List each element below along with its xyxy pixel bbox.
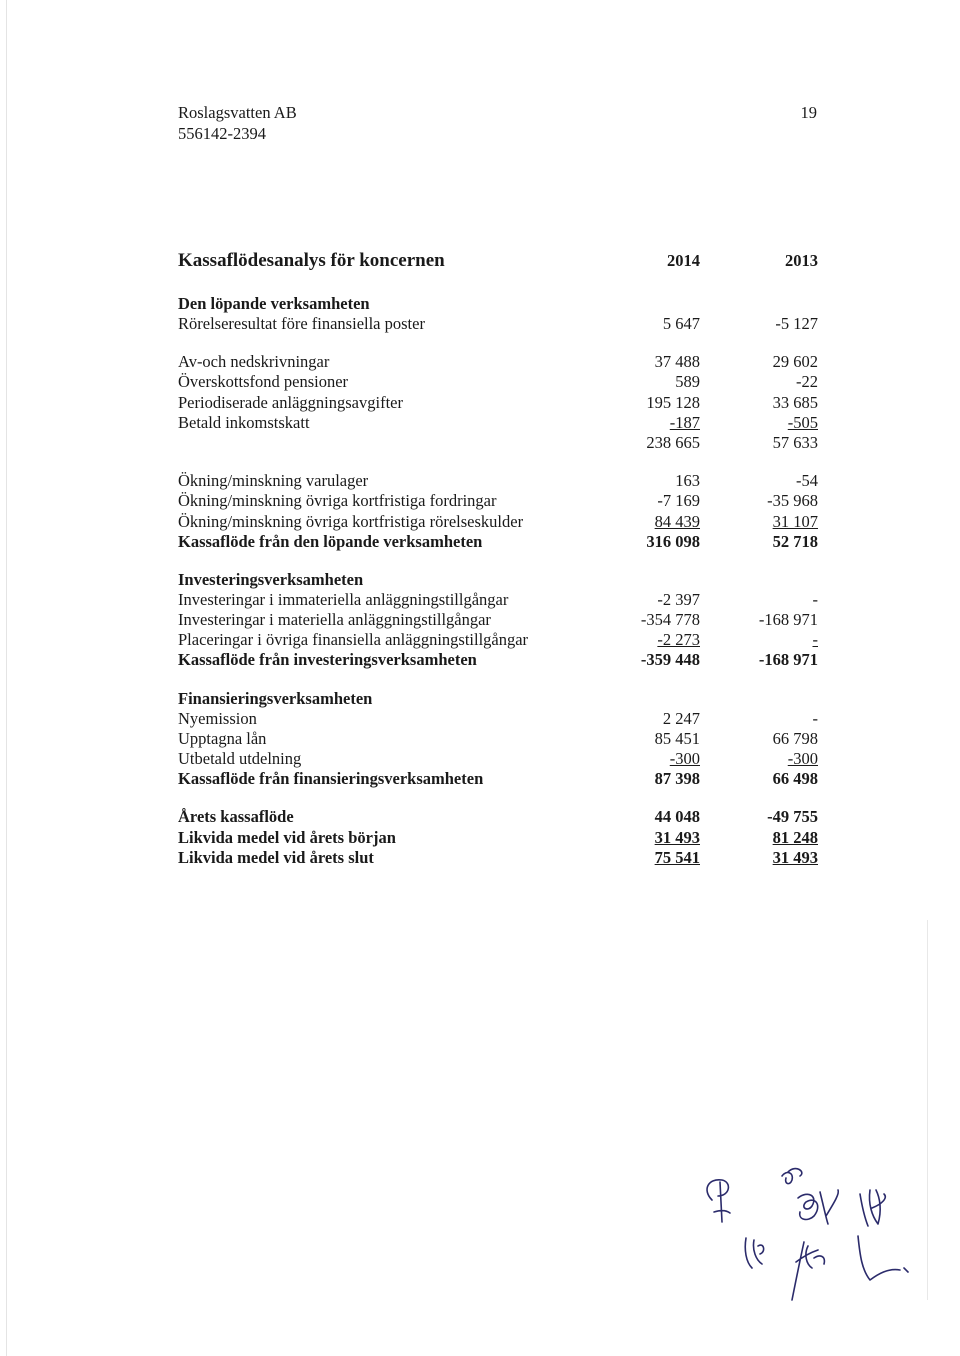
subtotal-row	[178, 769, 818, 789]
page-number: 19	[800, 103, 817, 122]
value-2013	[700, 590, 818, 610]
statement-section	[178, 294, 818, 334]
value-2014	[590, 590, 700, 610]
value-2014-text: -354 778	[640, 610, 700, 630]
value-2013	[700, 372, 818, 392]
row-label: Av-och nedskrivningar	[178, 352, 330, 372]
value-2014	[590, 393, 700, 413]
value-2013-text: -168 971	[758, 610, 818, 630]
value-2014	[590, 729, 700, 749]
value-2013	[700, 314, 818, 334]
value-2013-text: -22	[796, 372, 818, 392]
statement-row	[178, 314, 818, 334]
value-2013	[700, 512, 818, 532]
value-2013	[700, 352, 818, 372]
handwritten-signatures	[700, 1150, 940, 1310]
value-2013	[700, 828, 818, 848]
section-title: Den löpande verksamheten	[178, 294, 370, 313]
value-2014-text: -2 273	[657, 630, 700, 650]
row-label: Kassaflöde från investeringsverksamheten	[178, 650, 477, 670]
subtotal-row	[178, 807, 818, 827]
value-2014-text: 238 665	[646, 432, 700, 452]
signature-mark	[782, 1169, 802, 1184]
value-2013-text: 57 633	[772, 432, 818, 452]
value-2013-text: 33 685	[772, 392, 818, 412]
value-2014	[590, 433, 700, 453]
value-2013	[700, 848, 818, 868]
statement-row	[178, 372, 818, 392]
statement-row	[178, 610, 818, 630]
value-2014	[590, 630, 700, 650]
statement-row	[178, 729, 818, 749]
value-2013	[700, 610, 818, 630]
value-2013	[700, 769, 818, 789]
value-2014-text: -7 169	[657, 491, 700, 511]
value-2014	[590, 512, 700, 532]
value-2014-text: 37 488	[654, 352, 700, 372]
value-2014-text: 5 647	[662, 314, 700, 333]
statement-row	[178, 433, 818, 453]
row-label: Likvida medel vid årets slut	[178, 847, 374, 867]
document-header	[178, 102, 297, 144]
value-2013-text: -300	[787, 749, 818, 768]
statement-row	[178, 413, 818, 433]
row-label: Likvida medel vid årets början	[178, 827, 396, 847]
statement-section	[178, 570, 818, 671]
statement-title: Kassaflödesanalys för koncernen	[178, 250, 445, 271]
value-2013	[700, 413, 818, 433]
signature-mark	[792, 1242, 824, 1300]
value-2013	[700, 630, 818, 650]
value-2013	[700, 471, 818, 491]
value-2014	[590, 352, 700, 372]
value-2014	[590, 769, 700, 789]
value-2013-text: -	[812, 708, 818, 728]
row-label	[178, 433, 590, 453]
value-2014	[590, 471, 700, 491]
value-2014	[590, 491, 700, 511]
value-2014	[590, 372, 700, 392]
year-2013-header: 2013	[785, 251, 818, 270]
value-2013	[700, 749, 818, 769]
row-label: Kassaflöde från finansieringsverksamheten	[178, 769, 484, 789]
statement-section	[178, 471, 818, 552]
value-2013-text: 66 798	[772, 728, 818, 748]
statement-section	[178, 689, 818, 790]
value-2013	[700, 433, 818, 453]
year-2014-header: 2014	[667, 251, 700, 270]
cash-flow-statement	[178, 250, 818, 868]
org-number: 556142-2394	[178, 124, 266, 143]
value-2013-text: -168 971	[758, 650, 818, 670]
statement-row	[178, 491, 818, 511]
section-title: Investeringsverksamheten	[178, 569, 364, 589]
value-2013-text: 66 498	[772, 769, 818, 789]
statement-row	[178, 393, 818, 413]
value-2014-text: -187	[669, 412, 700, 432]
signature-mark	[798, 1190, 838, 1224]
value-2013-text: 81 248	[772, 827, 818, 847]
value-2013-text: -505	[787, 412, 818, 432]
value-2013	[700, 491, 818, 511]
value-2014	[590, 610, 700, 630]
row-label: Kassaflöde från den löpande verksamheten	[178, 531, 483, 551]
subtotal-row	[178, 650, 818, 670]
row-label: Årets kassaflöde	[178, 807, 294, 827]
value-2014	[590, 650, 700, 670]
row-label: Investeringar i materiella anläggningstillgångar	[178, 610, 491, 630]
value-2014-text: 589	[675, 372, 700, 392]
row-label: Investeringar i immateriella anläggningstillgångar	[178, 589, 509, 609]
statement-row	[178, 352, 818, 372]
value-2014	[590, 807, 700, 827]
value-2014-text: 75 541	[654, 847, 700, 867]
value-2014	[590, 848, 700, 868]
value-2014-text: 31 493	[654, 827, 700, 847]
statement-row	[178, 512, 818, 532]
statement-row	[178, 709, 818, 729]
value-2014-text: 85 451	[654, 728, 700, 748]
row-label: Överskottsfond pensioner	[178, 372, 349, 392]
statement-title-row	[178, 250, 818, 276]
statement-row	[178, 630, 818, 650]
row-label: Periodiserade anläggningsavgifter	[178, 392, 403, 412]
value-2014-text: -359 448	[640, 650, 700, 670]
value-2014	[590, 413, 700, 433]
company-name: Roslagsvatten AB	[178, 103, 297, 122]
subtotal-row	[178, 828, 818, 848]
statement-row	[178, 749, 818, 769]
value-2014	[590, 532, 700, 552]
value-2013-text: -	[812, 589, 818, 609]
row-label: Ökning/minskning övriga kortfristiga fordringar	[178, 491, 497, 511]
value-2013-text: -5 127	[775, 314, 818, 333]
row-label: Ökning/minskning varulager	[178, 471, 369, 491]
value-2013	[700, 807, 818, 827]
signature-mark	[860, 1190, 885, 1226]
row-label: Nyemission	[178, 708, 257, 728]
statement-section	[178, 807, 818, 868]
value-2013-text: 31 107	[772, 511, 818, 531]
row-label: Ökning/minskning övriga kortfristiga rörelseskulder	[178, 511, 524, 531]
subtotal-row	[178, 532, 818, 552]
row-label: Utbetald utdelning	[178, 749, 302, 768]
signature-mark	[707, 1180, 730, 1222]
row-label: Betald inkomstskatt	[178, 412, 310, 432]
value-2014-text: 195 128	[646, 392, 700, 412]
subtotal-row	[178, 848, 818, 868]
value-2014	[590, 709, 700, 729]
value-2014	[590, 314, 700, 334]
value-2013	[700, 393, 818, 413]
value-2014-text: 316 098	[646, 531, 700, 551]
section-title: Finansieringsverksamheten	[178, 688, 373, 708]
value-2014-text: 44 048	[654, 807, 700, 827]
value-2013-text: -49 755	[767, 807, 818, 827]
signature-mark	[745, 1238, 763, 1268]
row-label: Upptagna lån	[178, 728, 267, 748]
value-2014-text: 163	[675, 471, 700, 491]
signature-mark	[858, 1236, 908, 1280]
value-2014-text: 84 439	[654, 511, 700, 531]
statement-section	[178, 352, 818, 453]
value-2013-text: -54	[796, 471, 818, 491]
value-2013	[700, 729, 818, 749]
value-2013-text: 52 718	[772, 531, 818, 551]
row-label: Placeringar i övriga finansiella anläggningstillgångar	[178, 630, 529, 650]
value-2013	[700, 532, 818, 552]
statement-row	[178, 471, 818, 491]
value-2014	[590, 828, 700, 848]
value-2013-text: 29 602	[772, 352, 818, 372]
value-2013-text: -35 968	[767, 491, 818, 511]
value-2014-text: 2 247	[662, 708, 700, 728]
statement-sections	[178, 294, 818, 868]
value-2014	[590, 749, 700, 769]
value-2013	[700, 650, 818, 670]
value-2014-text: 87 398	[654, 769, 700, 789]
value-2014-text: -300	[669, 749, 700, 768]
row-label: Rörelseresultat före finansiella poster	[178, 314, 425, 333]
statement-row	[178, 590, 818, 610]
value-2014-text: -2 397	[657, 589, 700, 609]
scan-edge	[6, 0, 7, 1356]
value-2013-text: 31 493	[772, 847, 818, 867]
value-2013-text: -	[812, 630, 818, 650]
value-2013	[700, 709, 818, 729]
